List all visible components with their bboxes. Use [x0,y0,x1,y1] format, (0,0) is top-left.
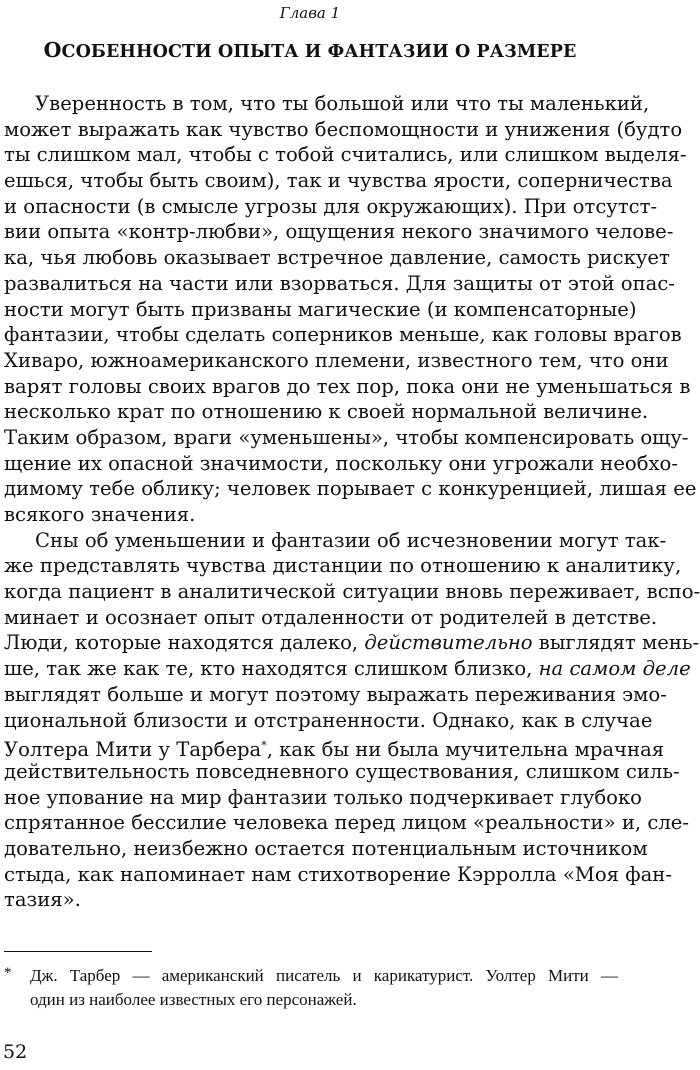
text-line: выглядят больше и могут поэтому выражать переживания эмо- [4,682,667,706]
text-line: циональной близости и отстраненности. Однако, как в случае [4,708,653,732]
text-segment: ше, так же как те, кто находятся слишком близко, [4,657,539,681]
text-line: щение их опасной значимости, поскольку они угрожали необхо- [4,451,678,475]
text-line: ка, чья любовь оказывает встречное давление, самость рискует [4,246,670,270]
text-line: может выражать как чувство беспомощности и унижения (будто [4,117,683,141]
text-line: же представлять чувства дистанции по отношению к аналитику, [4,554,682,578]
footnote-text [30,964,618,1012]
text-line [4,630,700,656]
text-line: действительность повседневного существования, слишком силь- [4,759,680,783]
footnote-reference: * [261,739,267,753]
emphasis-text: действительно [364,631,533,655]
text-line: ности могут быть призваны магические (и компенсаторные) [4,297,637,321]
text-line: фантазии, чтобы сделать соперников меньше, как головы врагов [4,323,682,347]
text-line: когда пациент в аналитической ситуации вновь переживает, вспо- [4,580,700,604]
footnote-line: один из наиболее известных его персонажей. [30,990,357,1009]
text-line [4,733,665,762]
text-line: Таким образом, враги «уменьшены», чтобы компенсировать ощу- [4,425,689,449]
text-line: Уверенность в том, что ты большой или что ты маленький, [35,92,650,115]
text-line: минает и осознает опыт отдаленности от родителей в детстве. [4,605,658,629]
text-line: ты слишком мал, чтобы с тобой считались, или слишком выделя- [4,143,687,167]
title-initial-capital: О [43,38,62,62]
text-line: развалиться на части или взорваться. Для защиты от этой опас- [4,271,675,295]
text-segment: выглядят мень- [532,631,700,655]
text-line: ное упование на мир фантазии только подчеркивает глубоко [4,785,642,809]
page-number: 52 [3,1041,28,1063]
emphasis-text: на самом деле [538,657,691,681]
text-segment: Люди, которые находятся далеко, [4,631,365,655]
text-line: спрятанное бессилие человека перед лицом «реальности» и, сле- [4,811,689,835]
body-text [4,91,700,913]
text-line [4,656,691,682]
title-text: СОБЕННОСТИ ОПЫТА И ФАНТАЗИИ О РАЗМЕРЕ [61,42,577,62]
text-line: тазия». [4,888,81,912]
text-line: стыда, как напоминает нам стихотворение Кэрролла «Моя фан- [4,862,672,886]
text-line: и опасности (в смысле угрозы для окружающих). При отсутст- [4,194,658,218]
text-line: димому тебе облику; человек порывает с конкуренцией, лишая ее [4,477,697,501]
footnote-marker: * [4,965,12,981]
text-line: Сны об уменьшении и фантазии об исчезновении могут так- [35,528,667,552]
text-line: всякого значения. [4,503,196,526]
footnote-line: Дж. Тарбер — американский писатель и карикатурист. Уолтер Мити — [30,966,618,985]
footnote-divider [4,951,152,952]
text-line: варят головы своих врагов до тех пор, пока они не уменьшаться в [4,374,691,398]
section-title [0,38,620,64]
text-line: несколько крат по отношению к своей нормальной величине. [4,400,649,424]
text-segment: , как бы ни была мучительна мрачная [266,738,665,762]
text-segment: Уолтера Мити у Тарбера [4,738,262,762]
running-header: Глава 1 [279,4,341,22]
text-line: довательно, неизбежно остается потенциальным источником [4,836,648,860]
text-line: ешься, чтобы быть своим), так и чувства ярости, соперничества [4,169,673,193]
text-line: вии опыта «контр-любви», ощущения некого значимого челове- [4,220,674,244]
text-line: Хиваро, южноамериканского племени, известного тем, что они [4,348,669,372]
